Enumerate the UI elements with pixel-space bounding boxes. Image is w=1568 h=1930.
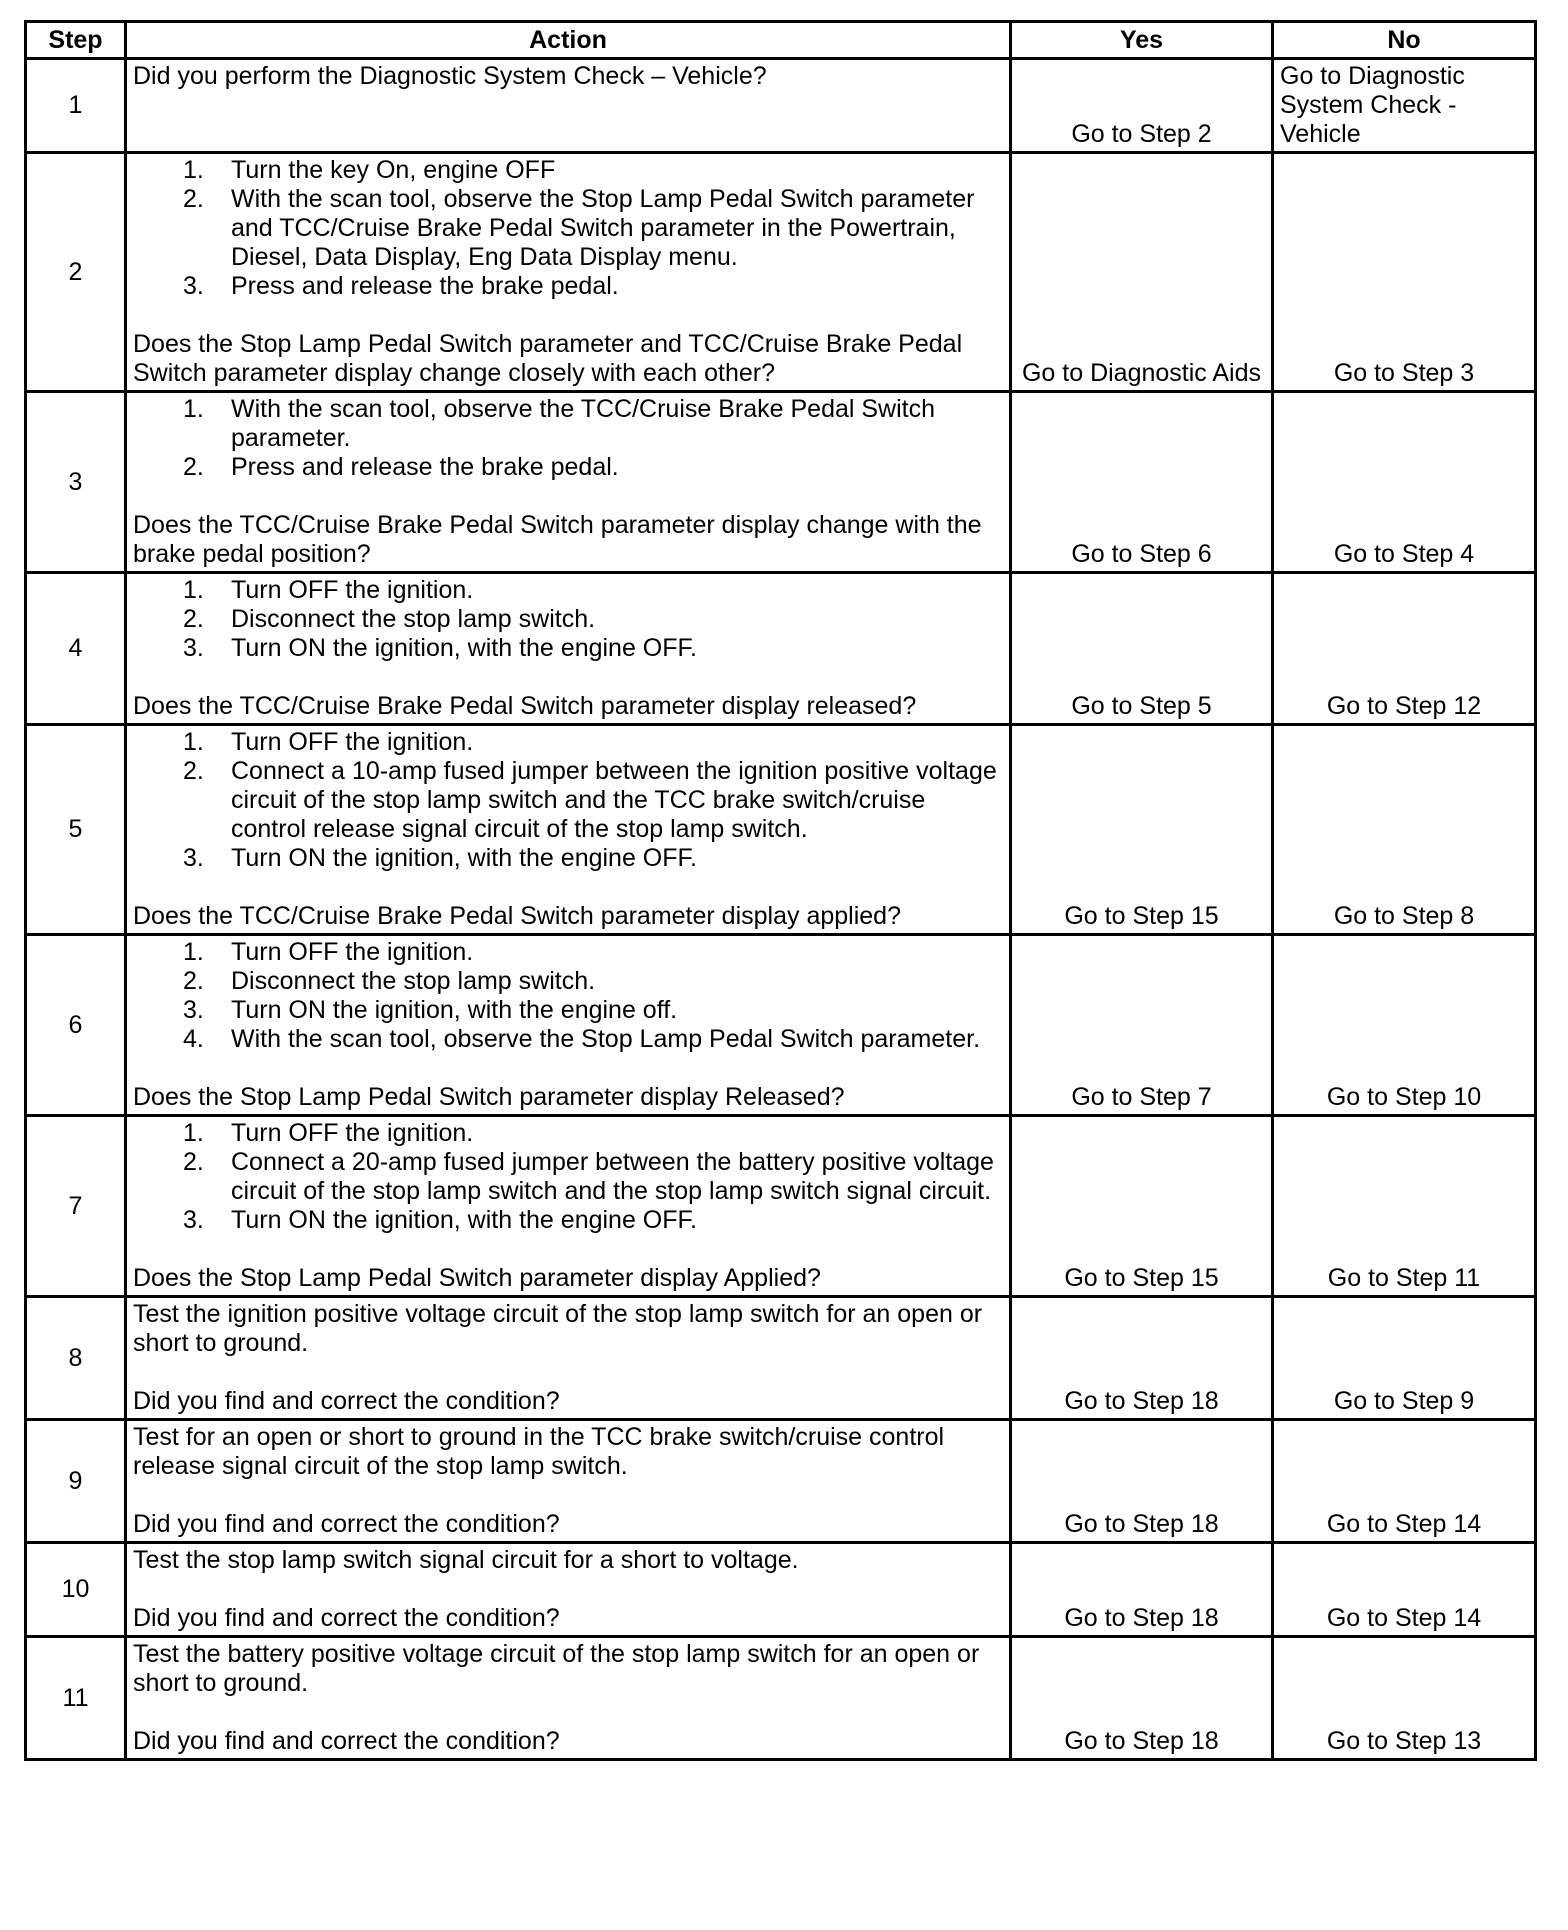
action-question: Did you find and correct the condition? — [133, 1387, 560, 1415]
action-cell — [126, 1543, 1011, 1637]
table-row — [26, 935, 1536, 1116]
yes-cell: Go to Diagnostic Aids — [1011, 153, 1273, 392]
table-row — [26, 59, 1536, 153]
action-step-item: 2. Press and release the brake pedal. — [183, 453, 619, 481]
action-cell — [126, 573, 1011, 725]
no-cell: Go to Step 3 — [1273, 153, 1536, 392]
header-yes: Yes — [1011, 22, 1273, 59]
action-intro: Test the ignition positive voltage circuit of the stop lamp switch for an open or short to ground. — [133, 1300, 983, 1357]
yes-cell: Go to Step 18 — [1011, 1543, 1273, 1637]
table-row — [26, 1116, 1536, 1297]
yes-cell: Go to Step 15 — [1011, 1116, 1273, 1297]
yes-cell: Go to Step 5 — [1011, 573, 1273, 725]
header-no: No — [1273, 22, 1536, 59]
action-steps — [133, 156, 1003, 301]
diagnostic-table — [24, 20, 1537, 1761]
table-row — [26, 1420, 1536, 1543]
action-cell — [126, 725, 1011, 935]
action-step-item: 3. Turn ON the ignition, with the engine OFF. — [183, 1206, 697, 1234]
step-number: 10 — [26, 1543, 126, 1637]
step-number: 1 — [26, 59, 126, 153]
action-steps — [133, 1119, 1003, 1235]
action-question: Does the TCC/Cruise Brake Pedal Switch parameter display applied? — [133, 902, 901, 930]
action-step-item: 4. With the scan tool, observe the Stop Lamp Pedal Switch parameter. — [183, 1025, 981, 1053]
action-step-item: 1. Turn OFF the ignition. — [183, 938, 474, 966]
table-row — [26, 1297, 1536, 1420]
action-step-item: 2. With the scan tool, observe the Stop Lamp Pedal Switch parameter and TCC/Cruise Brake Pedal Switch parameter in the Powertrain, Diesel, Data Display, Eng Data Display menu. — [183, 185, 975, 271]
action-cell — [126, 59, 1011, 153]
action-step-item: 3. Turn ON the ignition, with the engine OFF. — [183, 634, 697, 662]
no-cell: Go to Step 13 — [1273, 1637, 1536, 1760]
action-step-item: 1. Turn OFF the ignition. — [183, 1119, 474, 1147]
no-cell: Go to Step 8 — [1273, 725, 1536, 935]
action-step-item: 1. Turn OFF the ignition. — [183, 576, 474, 604]
table-row — [26, 153, 1536, 392]
step-number: 2 — [26, 153, 126, 392]
yes-cell: Go to Step 6 — [1011, 392, 1273, 573]
action-step-item: 3. Press and release the brake pedal. — [183, 272, 619, 300]
yes-cell: Go to Step 15 — [1011, 725, 1273, 935]
step-number: 7 — [26, 1116, 126, 1297]
no-cell: Go to Step 4 — [1273, 392, 1536, 573]
action-cell — [126, 1116, 1011, 1297]
no-cell: Go to Step 14 — [1273, 1420, 1536, 1543]
table-row — [26, 1543, 1536, 1637]
yes-cell: Go to Step 2 — [1011, 59, 1273, 153]
action-step-item: 3. Turn ON the ignition, with the engine OFF. — [183, 844, 697, 872]
header-action: Action — [126, 22, 1011, 59]
action-step-item: 2. Disconnect the stop lamp switch. — [183, 605, 596, 633]
action-cell — [126, 392, 1011, 573]
action-cell — [126, 935, 1011, 1116]
step-number: 5 — [26, 725, 126, 935]
action-intro: Test the battery positive voltage circuit of the stop lamp switch for an open or short to ground. — [133, 1640, 980, 1697]
action-question: Did you find and correct the condition? — [133, 1510, 560, 1538]
step-number: 4 — [26, 573, 126, 725]
yes-cell: Go to Step 18 — [1011, 1637, 1273, 1760]
step-number: 6 — [26, 935, 126, 1116]
action-question: Did you find and correct the condition? — [133, 1604, 560, 1632]
action-step-item: 1. With the scan tool, observe the TCC/Cruise Brake Pedal Switch parameter. — [183, 395, 936, 452]
header-row — [26, 22, 1536, 59]
no-cell: Go to Diagnostic System Check - Vehicle — [1273, 59, 1536, 153]
action-intro: Test for an open or short to ground in the TCC brake switch/cruise control release signal circuit of the stop lamp switch. — [133, 1423, 945, 1480]
step-number: 3 — [26, 392, 126, 573]
action-step-item: 2. Connect a 10-amp fused jumper between the ignition positive voltage circuit of the stop lamp switch and the TCC brake switch/cruise control release signal circuit of the stop lamp switch. — [183, 757, 997, 843]
action-question: Does the TCC/Cruise Brake Pedal Switch parameter display change with the brake pedal position? — [133, 511, 982, 568]
action-step-item: 2. Disconnect the stop lamp switch. — [183, 967, 596, 995]
action-step-item: 1. Turn OFF the ignition. — [183, 728, 474, 756]
action-step-item: 3. Turn ON the ignition, with the engine off. — [183, 996, 678, 1024]
action-cell — [126, 153, 1011, 392]
step-number: 8 — [26, 1297, 126, 1420]
table-row — [26, 573, 1536, 725]
step-number: 9 — [26, 1420, 126, 1543]
step-number: 11 — [26, 1637, 126, 1760]
action-step-item: 2. Connect a 20-amp fused jumper between the battery positive voltage circuit of the stop lamp switch and the stop lamp switch signal circuit. — [183, 1148, 994, 1205]
action-question: Did you find and correct the condition? — [133, 1727, 560, 1755]
action-intro: Test the stop lamp switch signal circuit for a short to voltage. — [133, 1546, 799, 1574]
action-cell — [126, 1297, 1011, 1420]
no-cell: Go to Step 11 — [1273, 1116, 1536, 1297]
yes-cell: Go to Step 7 — [1011, 935, 1273, 1116]
action-steps — [133, 728, 1003, 873]
action-cell — [126, 1637, 1011, 1760]
table-row — [26, 1637, 1536, 1760]
no-cell: Go to Step 10 — [1273, 935, 1536, 1116]
action-steps — [133, 576, 1003, 663]
yes-cell: Go to Step 18 — [1011, 1420, 1273, 1543]
action-steps — [133, 938, 1003, 1054]
no-cell: Go to Step 14 — [1273, 1543, 1536, 1637]
table-row — [26, 725, 1536, 935]
action-cell — [126, 1420, 1011, 1543]
action-step-item: 1. Turn the key On, engine OFF — [183, 156, 556, 184]
header-step: Step — [26, 22, 126, 59]
action-question: Does the Stop Lamp Pedal Switch parameter display Released? — [133, 1083, 845, 1111]
no-cell: Go to Step 9 — [1273, 1297, 1536, 1420]
action-question: Does the Stop Lamp Pedal Switch parameter and TCC/Cruise Brake Pedal Switch parameter display change closely with each other? — [133, 330, 963, 387]
action-intro: Did you perform the Diagnostic System Check – Vehicle? — [133, 62, 767, 90]
yes-cell: Go to Step 18 — [1011, 1297, 1273, 1420]
no-cell: Go to Step 12 — [1273, 573, 1536, 725]
table-row — [26, 392, 1536, 573]
action-steps — [133, 395, 1003, 482]
action-question: Does the TCC/Cruise Brake Pedal Switch parameter display released? — [133, 692, 917, 720]
action-question: Does the Stop Lamp Pedal Switch parameter display Applied? — [133, 1264, 821, 1292]
